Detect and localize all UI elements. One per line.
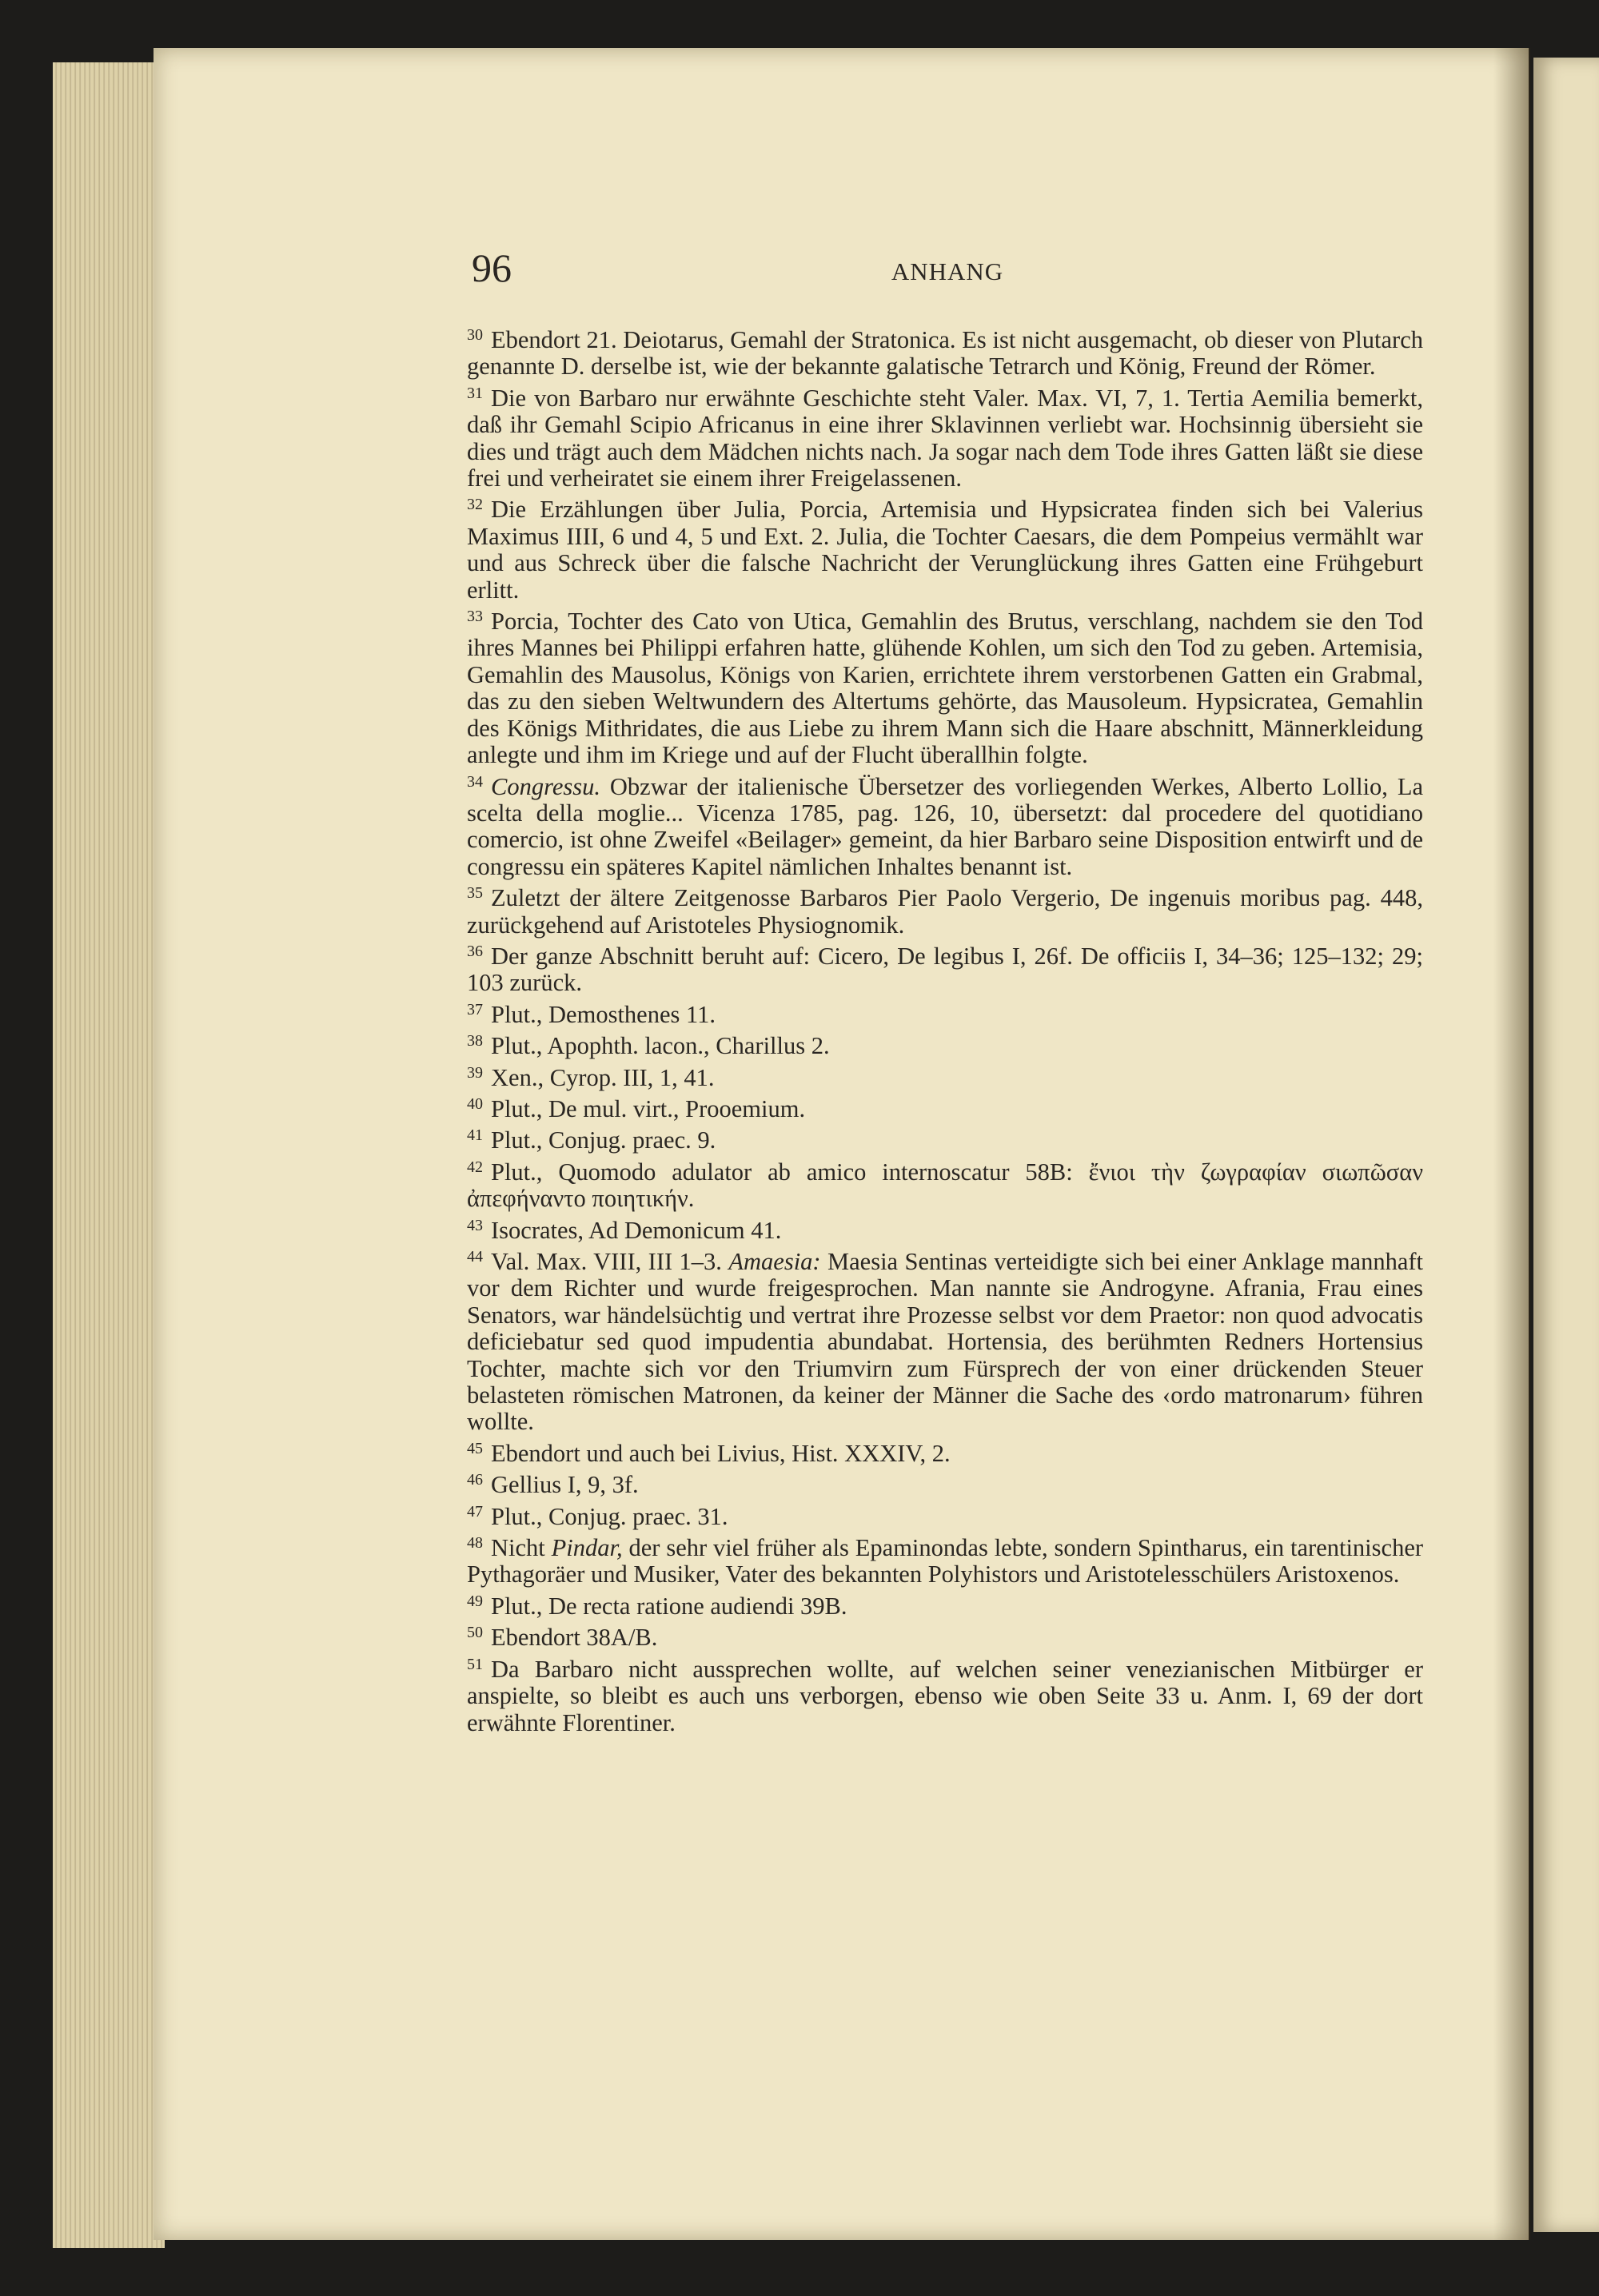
footnote-32 (467, 492, 1423, 604)
footnote-43 (467, 1213, 1423, 1244)
footnote-text: der sehr viel früher als Epaminondas lebte, sondern Spintharus, ein tarentinischer Pythagoräer und Musiker, Vater des bekannten Polyhistors und Aristotelesschülers Aristoxenos. (467, 1534, 1424, 1588)
footnote-number: 45 (467, 1439, 483, 1457)
page-edges (53, 62, 165, 2248)
footnote-36 (467, 939, 1423, 997)
book-gutter (1493, 48, 1530, 2240)
footnote-number: 51 (467, 1655, 483, 1673)
footnote-text: Plut., Demosthenes 11. (491, 1000, 716, 1028)
footnote-text: Da Barbaro nicht aussprechen wollte, auf welchen seiner venezianischen Mitbürger er anspielte, so bleibt es auch uns verborgen, ebenso wie oben Seite 33 u. Anm. I, 69 der dort erwähnte Florentiner. (467, 1655, 1423, 1736)
footnote-text: Die von Barbaro nur erwähnte Geschichte steht Valer. Max. VI, 7, 1. Tertia Aemilia bemerkt, daß ihr Gemahl Scipio Africanus in eine ihrer Sklavinnen verliebt war. Hochsinnig übersieht sie dies und trägt auch dem Mädchen nichts nach. Ja sogar nach dem Tode ihres Gatten läßt sie diese frei und verheiratet sie einem ihrer Freigelassenen. (467, 384, 1423, 492)
footnote-number: 31 (467, 384, 483, 402)
footnote-50 (467, 1620, 1423, 1651)
footnote-33 (467, 604, 1423, 768)
footnote-text: Plut., Conjug. praec. 31. (491, 1502, 728, 1530)
footnote-number: 41 (467, 1126, 483, 1145)
footnote-31 (467, 381, 1423, 492)
footnote-text: Porcia, Tochter des Cato von Utica, Gemahlin des Brutus, verschlang, nachdem sie den Tod ihres Mannes bei Philippi erfahren hatte, glühende Kohlen, um sich den Tod zu geben. Artemisia, Gemahlin des Mausolus, Königs von Karien, errichtete ihrem verstorbenen Gatten ein Grabmal, das zu den sieben Weltwundern des Altertums gehörte, das Mausoleum. Hypsicratea, Gemahlin des Königs Mithridates, die aus Liebe zu ihrem Mann sich die Haare abschnitt, Männerkleidung anlegte und ihm im Kriege und auf der Flucht überallhin folgte. (467, 608, 1423, 769)
footnote-text: Plut., Apophth. lacon., Charillus 2. (491, 1032, 830, 1060)
footnote-italic-text: Congressu. (491, 772, 600, 800)
footnote-48 (467, 1530, 1423, 1588)
footnote-46 (467, 1467, 1423, 1498)
footnote-text: Zuletzt der ältere Zeitgenosse Barbaros Pier Paolo Vergerio, De ingenuis moribus pag. 448, zurückgehend auf Aristoteles Physiognomik. (467, 884, 1423, 939)
running-head: ANHANG (891, 257, 1004, 285)
endnotes-list (467, 322, 1423, 1736)
footnote-number: 50 (467, 1624, 483, 1642)
footnote-text: Gellius I, 9, 3f. (491, 1471, 639, 1499)
footnote-number: 37 (467, 1000, 483, 1018)
footnote-number: 36 (467, 942, 483, 960)
footnote-number: 30 (467, 326, 483, 344)
footnote-34 (467, 769, 1423, 881)
footnote-number: 32 (467, 496, 483, 514)
footnote-text: Nicht (491, 1534, 552, 1562)
footnote-number: 47 (467, 1502, 483, 1521)
footnote-number: 35 (467, 884, 483, 903)
footnote-number: 49 (467, 1592, 483, 1610)
footnote-text: Obzwar der italienische Übersetzer des vorliegenden Werkes, Alberto Lollio, La scelta della moglie... Vicenza 1785, pag. 126, 10, übersetzt: dal procedere del quotidiano comercio, ist ohne Zweifel «Beilager» gemeint, da hier Barbaro seine Disposition entwirft und de congressu ein späteres Kapitel nämlichen Inhaltes benannt ist. (467, 772, 1423, 880)
footnote-text: Plut., De recta ratione audiendi 39B. (491, 1592, 847, 1620)
footnote-number: 34 (467, 772, 483, 791)
page-header (472, 245, 1423, 301)
footnote-italic-text: Pindar, (551, 1534, 623, 1562)
footnote-text: Val. Max. VIII, III 1–3. (491, 1248, 729, 1275)
footnote-text: Plut., De mul. virt., Prooemium. (491, 1094, 806, 1122)
footnote-45 (467, 1436, 1423, 1467)
footnote-text: Xen., Cyrop. III, 1, 41. (491, 1063, 715, 1091)
footnote-30 (467, 322, 1423, 381)
footnote-number: 40 (467, 1094, 483, 1113)
footnote-number: 38 (467, 1032, 483, 1050)
footnote-51 (467, 1652, 1423, 1736)
footnote-text: Die Erzählungen über Julia, Porcia, Artemisia und Hypsicratea finden sich bei Valerius Maximus IIII, 6 und 4, 5 und Ext. 2. Julia, die Tochter Caesars, die dem Pompeius vermählt war und aus Schreck über die falsche Nachricht der Verunglückung ihres Gatten eine Frühgeburt erlitt. (467, 496, 1423, 604)
footnote-text: Isocrates, Ad Demonicum 41. (491, 1216, 782, 1244)
footnote-38 (467, 1028, 1423, 1059)
footnote-number: 33 (467, 608, 483, 626)
footnote-text: Plut., Conjug. praec. 9. (491, 1126, 716, 1154)
footnote-text: Ebendort 38A/B. (491, 1624, 658, 1652)
footnote-39 (467, 1060, 1423, 1091)
footnote-number: 48 (467, 1534, 483, 1553)
footnote-47 (467, 1499, 1423, 1530)
footnote-text: Ebendort und auch bei Livius, Hist. XXXIV, 2. (491, 1439, 951, 1467)
footnote-number: 42 (467, 1158, 483, 1176)
footnote-text: Plut., Quomodo adulator ab amico internoscatur 58B: ἔνιοι τὴν ζωγραφίαν σιωπῶσαν ἀπεφήναντο ποιητικήν. (467, 1158, 1423, 1213)
footnote-text: Ebendort 21. Deiotarus, Gemahl der Stratonica. Es ist nicht ausgemacht, ob dieser von Plutarch genannte D. derselbe ist, wie der bekannte galatische Tetrarch und König, Freund der Römer. (467, 326, 1423, 381)
footnote-40 (467, 1091, 1423, 1122)
footnote-number: 46 (467, 1471, 483, 1489)
footnote-42 (467, 1154, 1423, 1213)
footnote-italic-text: Amaesia: (728, 1248, 821, 1275)
footnote-49 (467, 1588, 1423, 1620)
facing-page-edge (1533, 58, 1599, 2232)
footnote-41 (467, 1122, 1423, 1154)
footnote-44 (467, 1244, 1423, 1436)
footnote-37 (467, 997, 1423, 1028)
footnote-text: Der ganze Abschnitt beruht auf: Cicero, De legibus I, 26f. De officiis I, 34–36; 125–132; 29; 103 zurück. (467, 942, 1423, 997)
footnote-text: Maesia Sentinas verteidigte sich bei einer Anklage mannhaft vor dem Richter und wurde freigesprochen. Man nannte sie Androgyne. Afrania, Frau eines Senators, war händelsüchtig und vertrat ihre Prozesse selbst vor dem Praetor: non quod advocatis deficiebatur sed quod impudentia abundabat. Hortensia, des berühmten Redners Hortensius Tochter, machte sich vor den Triumvirn zum Fürsprech der von einer drückenden Steuer belasteten römischen Matronen, da keiner der Männer die Sache des ‹ordo matronarum› führen wollte. (467, 1248, 1424, 1436)
footnote-number: 44 (467, 1248, 483, 1266)
page-number: 96 (472, 245, 512, 290)
footnote-number: 39 (467, 1063, 483, 1082)
footnote-number: 43 (467, 1216, 483, 1234)
footnote-35 (467, 880, 1423, 939)
